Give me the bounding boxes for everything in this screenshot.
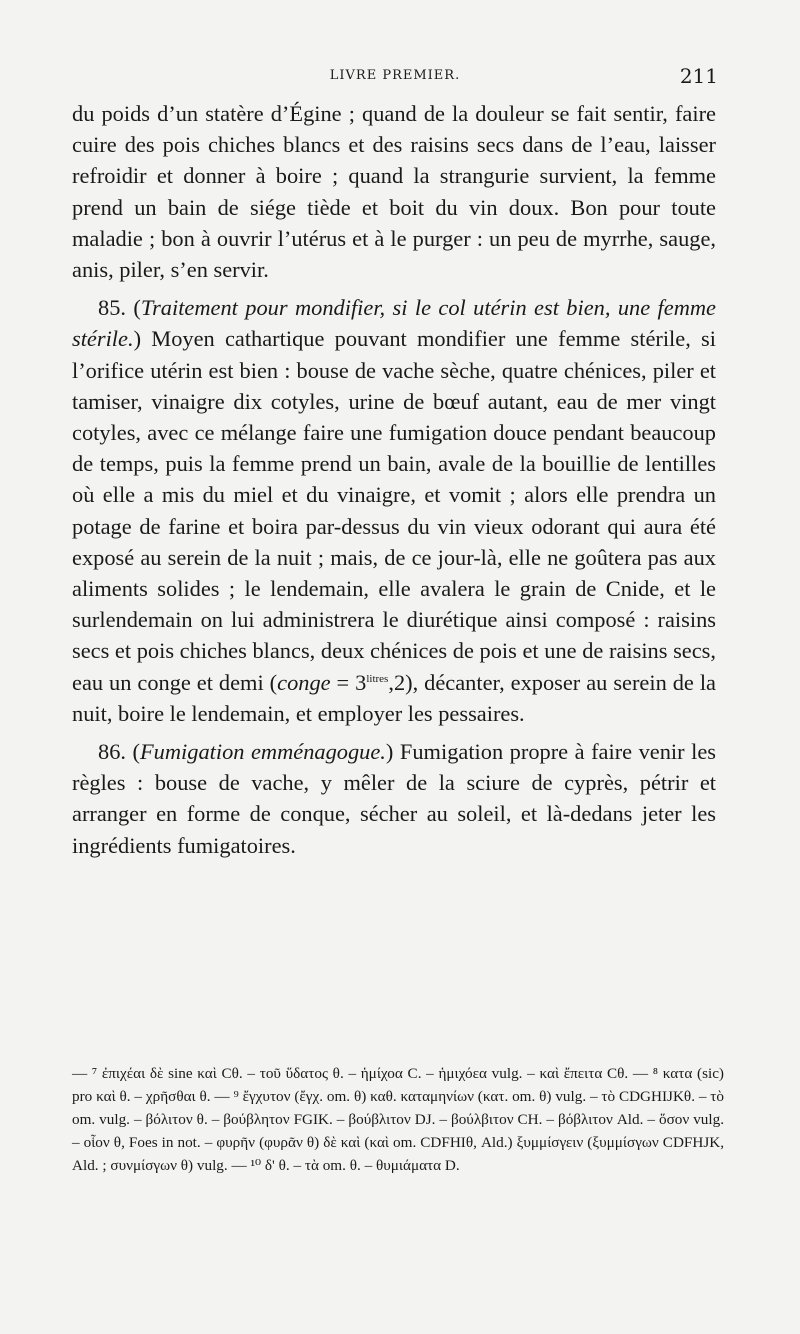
section-number: 85.: [98, 295, 126, 321]
footnote-text: — ⁷ ἐπιχέαι δὲ sine καὶ Cθ. – τοῦ ὕδατος θ. – ἡμίχοα C. – ἡμιχόεα vulg. – καὶ ἔπειτα Cθ. — ⁸ κατα (sic) pro καὶ θ. – χρῆσθαι θ. — ⁹ ἔγχυτον (ἔγχ. om. θ) καθ. καταμηνίων (κατ. om. θ) vulg. – τὸ CDGHIJKθ. – τὸ om. vulg. – βόλιτον θ. – βούβλητον FGIK. – βούβλιτον DJ. – βούλβιτον CH. – βόβλιτον Ald. – ὅσον vulg. – οἷον θ, Foes in not. – φυρῆν (φυρᾶν θ) δὲ καὶ (καὶ om. CDFHIθ, Ald.) ξυμμίσγειν (ξυμμίσγων CDFHJK, Ald. ; συνμίσγων θ) vulg. — ¹⁰ δ' θ. – τὰ om. θ. – θυμιάματα D.: [72, 1065, 724, 1174]
section-title: Traitement pour mondifier, si le col utérin est bien, une femme stérile.: [72, 295, 716, 352]
section-text: Moyen cathartique pouvant mondifier une femme stérile, si l’orifice utérin est bien : bouse de vache sèche, quatre chénices, piler et tamiser, vinaigre dix cotyles, urine de bœuf autant, eau de mer vingt cotyles, avec ce mélange faire une fumigation douce pendant beaucoup de temps, puis la femme prend un bain, avale de la bouillie de lentilles où elle a mis du miel et du vinaigre, et vomit ; alors elle prendra un potage de farine et boira par-dessus du vin vieux odorant qui aura été exposé au serein de la nuit ; mais, de ce jour-là, elle ne goûtera pas aux aliments solides ; le lendemain, elle avalera le grain de Cnide, et le surlendemain on lui administrera le diurétique ainsi composé : raisins secs et pois chiches blancs, deux chénices de pois et une de raisins secs, eau un conge et demi: [72, 326, 716, 695]
paragraph-text: du poids d’un statère d’Égine ; quand de la douleur se fait sentir, faire cuire des pois chiches blancs et des raisins secs dans de l’eau, laisser refroidir et donner à boire ; quand la strangurie survient, la femme prend un bain de siége tiède et boit du vin doux. Bon pour toute maladie ; bon à ouvrir l’utérus et à le purger : un peu de myrrhe, sauge, anis, piler, s’en servir.: [72, 101, 716, 283]
page-header: [72, 64, 718, 92]
section-text-end: décanter, exposer au serein de la nuit, boire le lendemain, et employer les pessaires.: [72, 669, 716, 726]
section-number: 86.: [98, 739, 126, 765]
body-text: [72, 98, 716, 861]
section-text: Fumigation propre à faire venir les règles : bouse de vache, y mêler de la sciure de cyprès, pétrir et arranger en forme de conque, sécher au soleil, et là-dedans jeter les ingrédients fumigatoires.: [72, 739, 716, 858]
section-title: Fumigation emménagogue.: [139, 739, 386, 765]
litres-superscript: litres: [366, 672, 389, 685]
continuation-paragraph: [72, 98, 716, 285]
section-86: 86. (Fumigation emménagogue.) Fumigation propre à faire venir les règles : bouse de vache, y mêler de la sciure de cyprès, pétrir et arranger en forme de conque, sécher au soleil, et là-dedans jeter les ingrédients fumigatoires.: [72, 739, 716, 858]
conge-equation-tail: ,2: [388, 669, 406, 695]
section-85: 85. (Traitement pour mondifier, si le col utérin est bien, une femme stérile.) Moyen cathartique pouvant mondifier une femme stérile, si l’orifice utérin est bien : bouse de vache sèche, quatre chénices, piler et tamiser, vinaigre dix cotyles, urine de bœuf autant, eau de mer vingt cotyles, avec ce mélange faire une fumigation douce pendant beaucoup de temps, puis la femme prend un bain, avale de la bouillie de lentilles où elle a mis du miel et du vinaigre, et vomit ; alors elle prendra un potage de farine et boira par-dessus du vin vieux odorant qui aura été exposé au serein de la nuit ; mais, de ce jour-là, elle ne goûtera pas aux aliments solides ; le lendemain, elle avalera le grain de Cnide, et le surlendemain on lui administrera le diurétique ainsi composé : raisins secs et pois chiches blancs, deux chénices de pois et une de raisins secs, eau un conge et demi (conge = $3^{litres},2$), décanter, exposer au serein de la nuit, boire le lendemain, et employer les pessaires.: [72, 295, 716, 726]
running-title: LIVRE PREMIER.: [329, 68, 461, 83]
footnotes: [72, 1062, 724, 1177]
conge-equation: = 3: [330, 669, 367, 695]
page-number: 211: [679, 64, 718, 88]
conge-term: conge: [277, 669, 331, 695]
